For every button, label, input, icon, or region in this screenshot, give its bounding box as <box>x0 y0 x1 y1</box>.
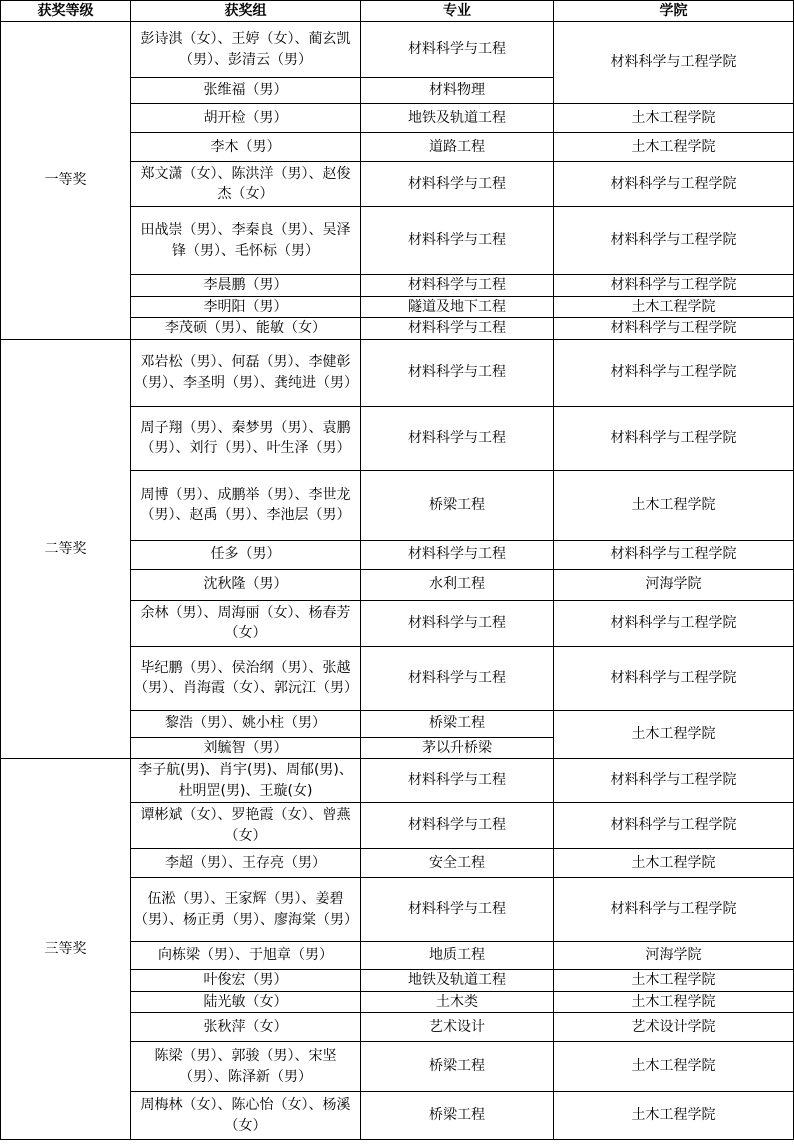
group-cell: 胡开检（男） <box>131 104 361 133</box>
major-cell: 地铁及轨道工程 <box>361 104 554 133</box>
college-cell: 材料科学与工程学院 <box>554 318 794 340</box>
group-cell: 毕纪鹏（男）、侯治纲（男）、张越（男）、肖海霞（女）、郭沅江（男） <box>131 646 361 710</box>
level-second: 二等奖 <box>1 339 131 759</box>
college-cell: 材料科学与工程学院 <box>554 878 794 942</box>
college-cell: 材料科学与工程学院 <box>554 162 794 207</box>
group-cell: 沈秋隆（男） <box>131 569 361 600</box>
college-cell: 土木工程学院 <box>554 296 794 318</box>
college-cell: 河海学院 <box>554 569 794 600</box>
college-cell: 土木工程学院 <box>554 991 794 1013</box>
group-cell: 张秋萍（女） <box>131 1013 361 1042</box>
major-cell: 水利工程 <box>361 569 554 600</box>
group-cell: 周博（男）、成鹏举（男）、李世龙（男）、赵禹（男）、李池层（男） <box>131 470 361 540</box>
group-cell: 向栋梁（男）、于旭章（男） <box>131 942 361 970</box>
header-group: 获奖组 <box>131 1 361 22</box>
major-cell: 材料科学与工程 <box>361 162 554 207</box>
major-cell: 材料科学与工程 <box>361 275 554 297</box>
group-cell: 李明阳（男） <box>131 296 361 318</box>
major-cell: 茅以升桥梁 <box>361 737 554 759</box>
group-cell: 李茂硕（男）、能敏（女） <box>131 318 361 340</box>
college-cell: 材料科学与工程学院 <box>554 406 794 470</box>
college-cell: 材料科学与工程学院 <box>554 275 794 297</box>
major-cell: 桥梁工程 <box>361 470 554 540</box>
college-cell: 材料科学与工程学院 <box>554 22 794 104</box>
header-major: 专业 <box>361 1 554 22</box>
table-row <box>1 759 794 803</box>
table-row <box>1 339 794 406</box>
major-cell: 材料科学与工程 <box>361 339 554 406</box>
major-cell: 材料科学与工程 <box>361 406 554 470</box>
major-cell: 桥梁工程 <box>361 710 554 737</box>
level-third: 三等奖 <box>1 759 131 1140</box>
college-cell: 土木工程学院 <box>554 710 794 759</box>
group-cell: 田战崇（男）、李秦良（男）、吴泽锋（男）、毛怀标（男） <box>131 207 361 275</box>
major-cell: 材料科学与工程 <box>361 540 554 569</box>
group-cell: 任多（男） <box>131 540 361 569</box>
group-cell: 李木（男） <box>131 133 361 162</box>
major-cell: 安全工程 <box>361 849 554 878</box>
major-cell: 材料物理 <box>361 78 554 104</box>
major-cell: 材料科学与工程 <box>361 803 554 849</box>
major-cell: 材料科学与工程 <box>361 207 554 275</box>
table-row <box>1 22 794 78</box>
header-level: 获奖等级 <box>1 1 131 22</box>
group-cell: 谭彬斌（女）、罗艳霞（女）、曾燕（女） <box>131 803 361 849</box>
major-cell: 材料科学与工程 <box>361 600 554 646</box>
major-cell: 隧道及地下工程 <box>361 296 554 318</box>
group-cell: 周梅林（女）、陈心怡（女）、杨溪（女） <box>131 1092 361 1140</box>
college-cell: 土木工程学院 <box>554 133 794 162</box>
major-cell: 地质工程 <box>361 942 554 970</box>
major-cell: 桥梁工程 <box>361 1042 554 1092</box>
college-cell: 材料科学与工程学院 <box>554 600 794 646</box>
college-cell: 材料科学与工程学院 <box>554 207 794 275</box>
college-cell: 土木工程学院 <box>554 970 794 992</box>
major-cell: 材料科学与工程 <box>361 759 554 803</box>
header-row <box>1 1 794 22</box>
college-cell: 材料科学与工程学院 <box>554 339 794 406</box>
college-cell: 艺术设计学院 <box>554 1013 794 1042</box>
group-cell: 彭诗淇（女）、王婷（女）、蔺玄凯（男）、彭清云（男） <box>131 22 361 78</box>
group-cell: 陆光敏（女） <box>131 991 361 1013</box>
group-cell: 叶俊宏（男） <box>131 970 361 992</box>
major-cell: 道路工程 <box>361 133 554 162</box>
major-cell: 地铁及轨道工程 <box>361 970 554 992</box>
college-cell: 土木工程学院 <box>554 104 794 133</box>
group-cell: 周子翔（男）、秦梦男（男）、袁鹏（男）、刘行（男）、叶生泽（男） <box>131 406 361 470</box>
group-cell: 李超（男）、王存亮（男） <box>131 849 361 878</box>
major-cell: 土木类 <box>361 991 554 1013</box>
group-cell: 余林（男）、周海丽（女）、杨春芳（女） <box>131 600 361 646</box>
college-cell: 土木工程学院 <box>554 1042 794 1092</box>
group-cell: 黎浩（男）、姚小柱（男） <box>131 710 361 737</box>
college-cell: 材料科学与工程学院 <box>554 759 794 803</box>
college-cell: 河海学院 <box>554 942 794 970</box>
group-cell: 郑文潇（女）、陈洪洋（男）、赵俊杰（女） <box>131 162 361 207</box>
major-cell: 材料科学与工程 <box>361 318 554 340</box>
college-cell: 材料科学与工程学院 <box>554 540 794 569</box>
group-cell: 刘毓智（男） <box>131 737 361 759</box>
college-cell: 材料科学与工程学院 <box>554 646 794 710</box>
college-cell: 土木工程学院 <box>554 1092 794 1140</box>
college-cell: 土木工程学院 <box>554 849 794 878</box>
header-college: 学院 <box>554 1 794 22</box>
college-cell: 材料科学与工程学院 <box>554 803 794 849</box>
group-cell: 李子航(男)、肖宇(男)、周郁(男)、杜明罡(男)、王璇(女) <box>131 759 361 803</box>
major-cell: 材料科学与工程 <box>361 878 554 942</box>
major-cell: 艺术设计 <box>361 1013 554 1042</box>
group-cell: 伍淞（男）、王家辉（男）、姜碧（男）、杨正勇（男）、廖海棠（男） <box>131 878 361 942</box>
major-cell: 材料科学与工程 <box>361 646 554 710</box>
major-cell: 桥梁工程 <box>361 1092 554 1140</box>
college-cell: 土木工程学院 <box>554 470 794 540</box>
group-cell: 李晨鹏（男） <box>131 275 361 297</box>
group-cell: 张维福（男） <box>131 78 361 104</box>
level-first: 一等奖 <box>1 22 131 340</box>
major-cell: 材料科学与工程 <box>361 22 554 78</box>
group-cell: 邓岩松（男）、何磊（男）、李健彰（男）、李圣明（男）、龚纯进（男） <box>131 339 361 406</box>
group-cell: 陈梁（男）、郭骏（男）、宋坚（男）、陈泽新（男） <box>131 1042 361 1092</box>
